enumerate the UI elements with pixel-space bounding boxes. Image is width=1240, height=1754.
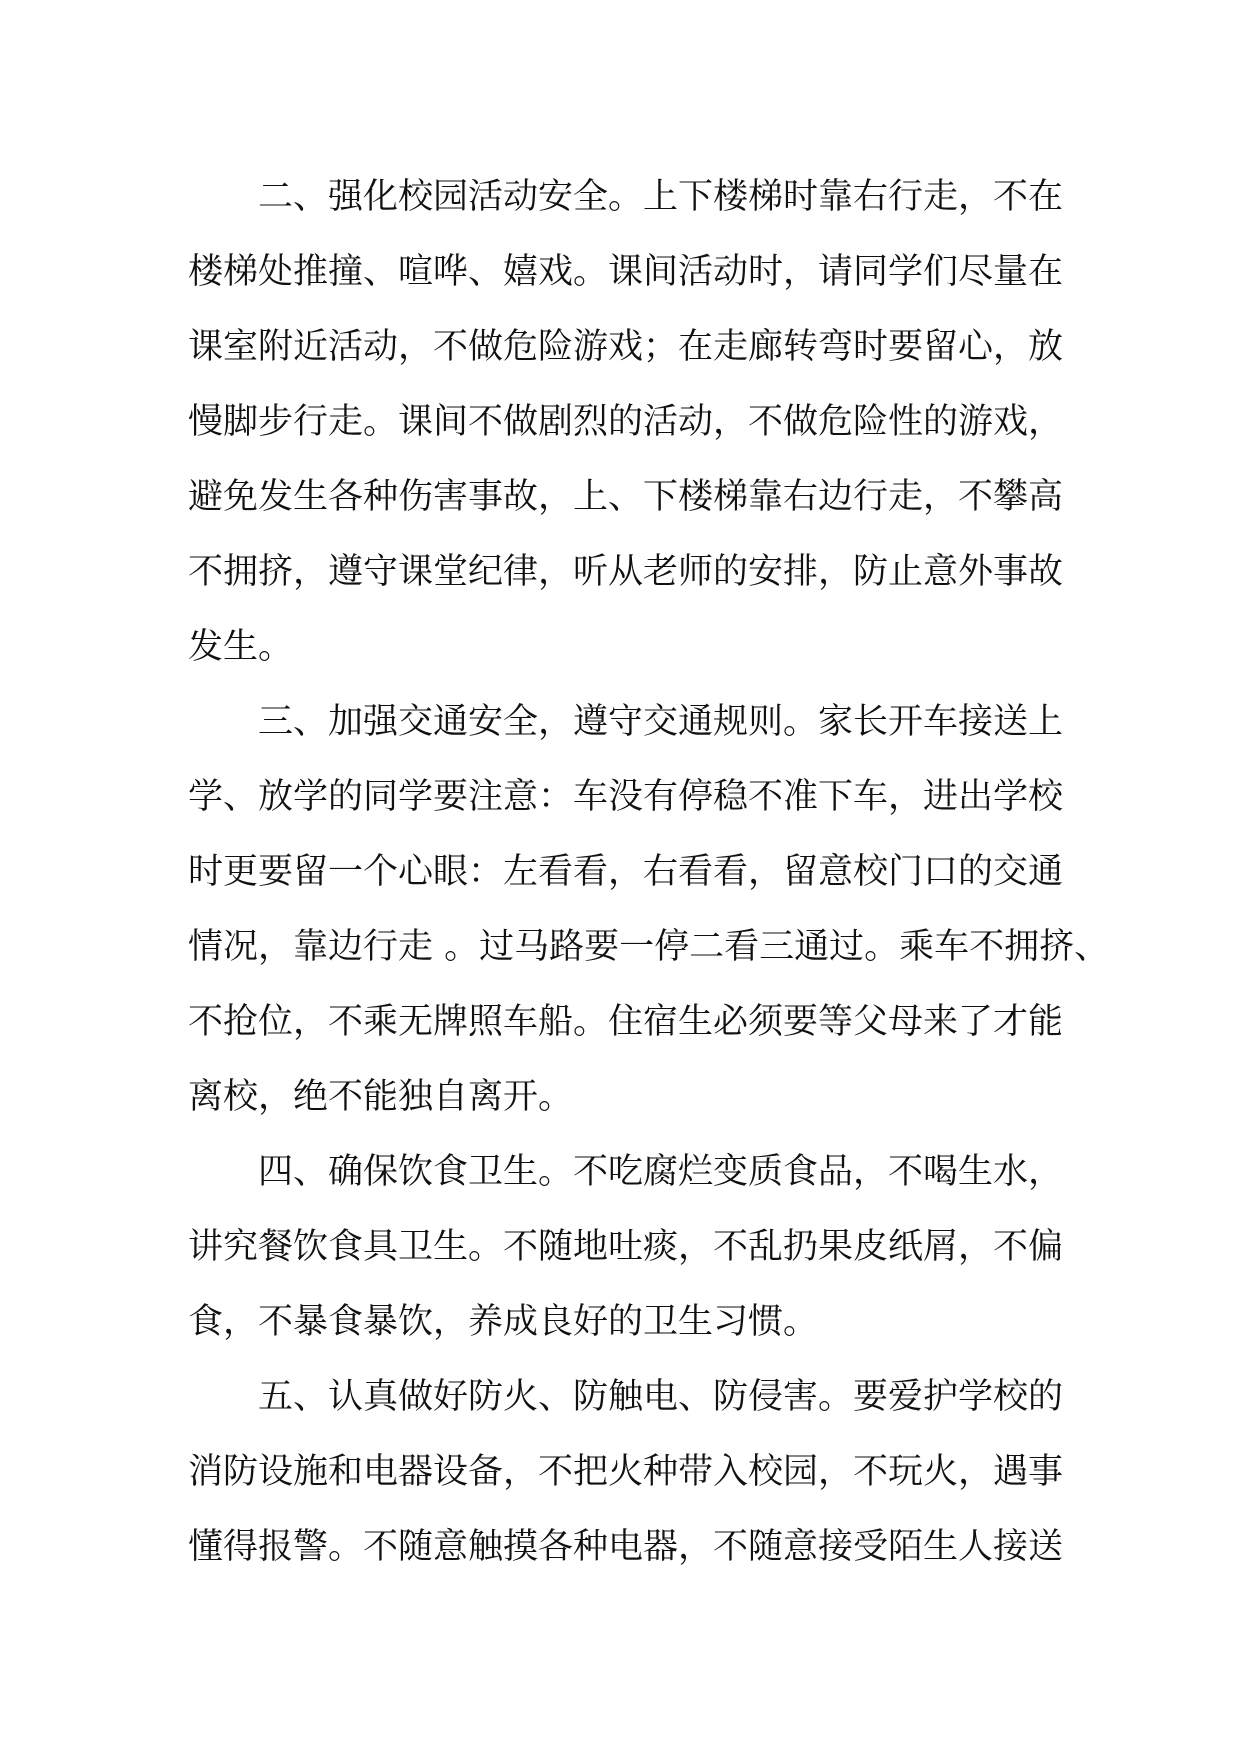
text-line: 四、确保饮食卫生。不吃腐烂变质食品，不喝生水，: [258, 1152, 1064, 1192]
text-line: 讲究餐饮食具卫生。不随地吐痰，不乱扔果皮纸屑，不偏: [188, 1227, 1064, 1267]
text-line: 三、加强交通安全，遵守交通规则。家长开车接送上: [258, 702, 1064, 742]
text-line: 离校，绝不能独自离开。: [188, 1077, 574, 1117]
paragraph-section-2: [188, 168, 1068, 693]
text-line: 不拥挤，遵守课堂纪律，听从老师的安排，防止意外事故: [188, 552, 1064, 592]
text-line: 慢脚步行走。课间不做剧烈的活动，不做危险性的游戏，: [188, 402, 1064, 442]
text-line: 消防设施和电器设备，不把火种带入校园，不玩火，遇事: [188, 1452, 1064, 1492]
text-line: 食，不暴食暴饮，养成良好的卫生习惯。: [188, 1302, 819, 1342]
paragraph-section-3: [188, 693, 1110, 1143]
text-line: 学、放学的同学要注意：车没有停稳不准下车，进出学校: [188, 777, 1064, 817]
text-line: 不抢位，不乘无牌照车船。住宿生必须要等父母来了才能: [188, 1002, 1064, 1042]
text-line: 情况，靠边行走 。过马路要一停二看三通过。乘车不拥挤、: [188, 927, 1110, 967]
text-line: 懂得报警。不随意触摸各种电器，不随意接受陌生人接送: [188, 1527, 1064, 1567]
text-line: 二、强化校园活动安全。上下楼梯时靠右行走，不在: [258, 177, 1064, 217]
text-line: 时更要留一个心眼：左看看，右看看，留意校门口的交通: [188, 852, 1064, 892]
text-line: 避免发生各种伤害事故，上、下楼梯靠右边行走，不攀高: [188, 477, 1064, 517]
paragraph-section-4: [188, 1143, 1068, 1368]
text-line: 五、认真做好防火、防触电、防侵害。要爱护学校的: [258, 1377, 1064, 1417]
text-line: 课室附近活动，不做危险游戏；在走廊转弯时要留心，放: [188, 327, 1064, 367]
text-line: 楼梯处推撞、喧哗、嬉戏。课间活动时，请同学们尽量在: [188, 252, 1064, 292]
body-text: [188, 168, 1110, 1593]
text-line: 发生。: [188, 627, 294, 667]
paragraph-section-5: [188, 1368, 1068, 1593]
